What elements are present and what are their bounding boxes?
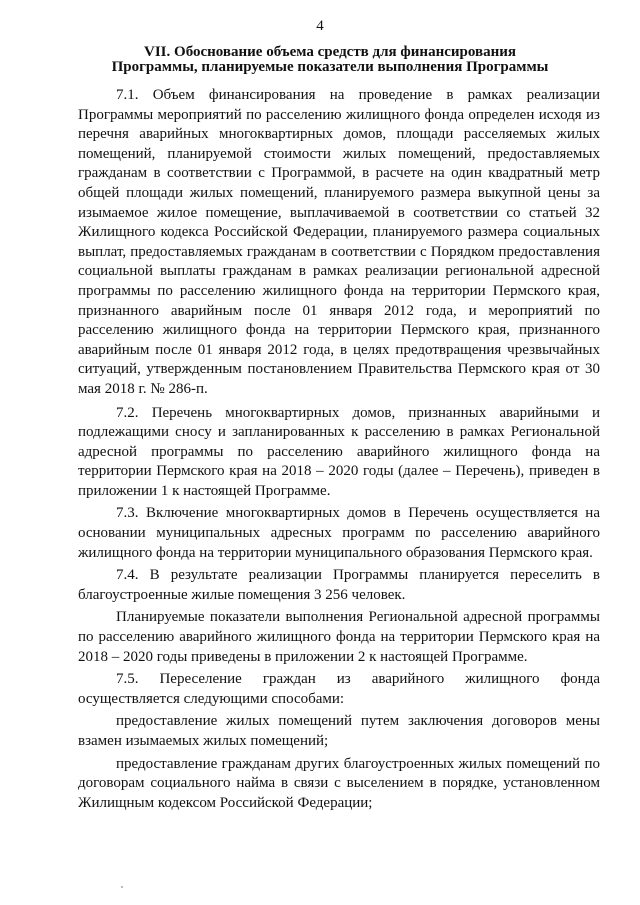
paragraph-exchange-contracts: предоставление жилых помещений путем заключения договоров мены взамен изымаемых жилых помещений;	[78, 713, 600, 749]
paragraph-indicators: Планируемые показатели выполнения Региональной адресной программы по расселению аварийного жилищного фонда на территории Пермского края на 2018 – 2020 годы приведены в приложении 2 к настоящей Программе.	[78, 609, 600, 665]
section-heading	[60, 45, 600, 75]
paragraph-social-rent: предоставление гражданам других благоустроенных жилых помещений по договорам социального найма в связи с выселением в порядке, установленном Жилищным кодексом Российской Федерации;	[78, 755, 600, 811]
paragraph-7-4: 7.4. В результате реализации Программы планируется переселить в благоустроенные жилые помещения 3 256 человек.	[78, 567, 600, 603]
paragraph-7-1: 7.1. Объем финансирования на проведение в рамках реализации Программы мероприятий по расселению жилищного фонда определен исходя из перечня аварийных многоквартирных домов, площади расселяемых жилых помещений, планируемой стоимости жилых помещений, предоставляемых гражданам в соответствии с Программой, в расчете на один квадратный метр общей площади жилых помещений, планируемого размера выкупной цены за изымаемое жилое помещение, выплачиваемой в соответствии со статьей 32 Жилищного кодекса Российской Федерации, планируемого размера социальных выплат, предоставляемых гражданам в соответствии с Порядком предоставления социальной выплаты гражданам в рамках реализации региональной адресной программы по расселению жилищного фонда на территории Пермского края, признанного аварийным после 01 января 2012 года, и мероприятий по расселению жилищного фонда на территории Пермского края, признанного аварийным после 01 января 2012 года, в целях предотвращения чрезвычайных ситуаций, утвержденным постановлением Правительства Пермского края от 30 мая 2018 г. № 286-п.	[78, 87, 600, 397]
paragraph-7-3: 7.3. Включение многоквартирных домов в Перечень осуществляется на основании муниципальных адресных программ по расселению аварийного жилищного фонда на территории муниципального образования Пермского края.	[78, 505, 600, 561]
document-body	[78, 86, 600, 813]
paragraph-7-2: 7.2. Перечень многоквартирных домов, признанных аварийными и подлежащими сносу и запланированных к расселению в рамках Региональной адресной программы по расселению аварийного жилищного фонда на территории Пермского края на 2018 – 2020 годы (далее – Перечень), приведен в приложении 1 к настоящей Программе.	[78, 404, 600, 499]
scan-artifact	[121, 886, 123, 888]
section-heading-line-2: Программы, планируемые показатели выполнения Программы	[111, 59, 549, 75]
page-number: 4	[316, 18, 324, 34]
section-heading-line-1: VII. Обоснование объема средств для финансирования	[144, 44, 516, 60]
paragraph-7-5: 7.5. Переселение граждан из аварийного жилищного фонда осуществляется следующими способами:	[78, 671, 600, 707]
